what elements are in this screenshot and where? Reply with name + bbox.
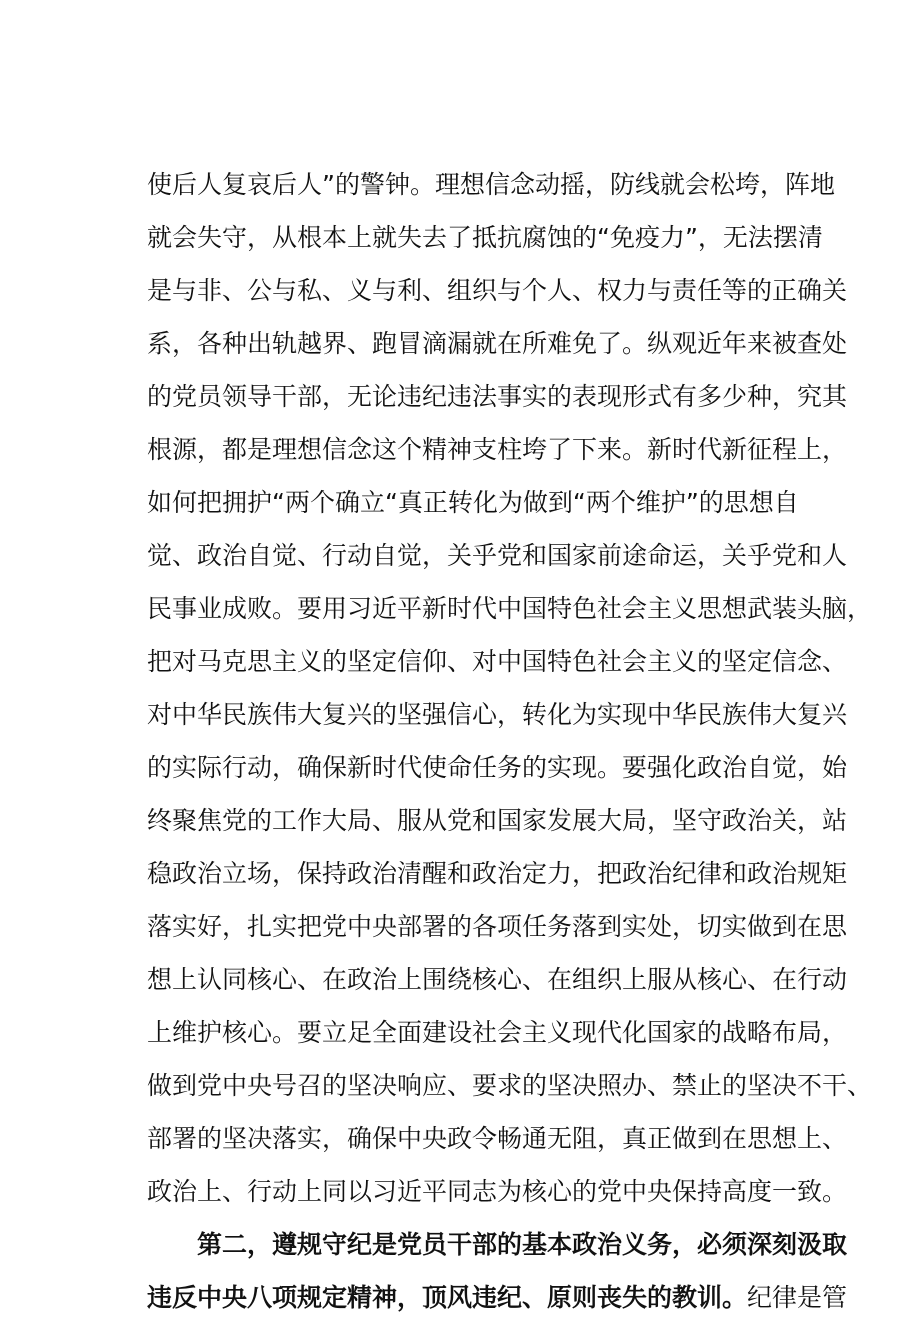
text-line: 民事业成败。要用习近平新时代中国特色社会主义思想武装头脑， [147,594,873,623]
text-line: 做到党中央号召的坚决响应、要求的坚决照办、禁止的坚决不干、 [147,1071,873,1100]
text-line: 想上认同核心、在政治上围绕核心、在组织上服从核心、在行动 [147,965,848,994]
text-line: 就会失守，从根本上就失去了抵抗腐蚀的“免疫力”，无法摆清 [147,223,823,252]
text-line: 系，各种出轨越界、跑冒滴漏就在所难免了。纵观近年来被查处 [147,329,848,358]
bold-heading-text: 违反中央八项规定精神，顶风违纪、原则丧失的教训。 [147,1283,748,1312]
text-line: 根源，都是理想信念这个精神支柱垮了下来。新时代新征程上， [147,435,848,464]
paragraph-heading-line: 第二，遵规守纪是党员干部的基本政治义务，必须深刻汲取 [197,1230,848,1259]
text-line: 把对马克思主义的坚定信仰、对中国特色社会主义的坚定信念、 [147,647,848,676]
text-line: 部署的坚决落实，确保中央政令畅通无阻，真正做到在思想上、 [147,1124,848,1153]
document-body [147,158,873,1324]
text-line: 是与非、公与私、义与利、组织与个人、权力与责任等的正确关 [147,276,848,305]
text-line: 的党员领导干部，无论违纪违法事实的表现形式有多少种，究其 [147,382,848,411]
text-line: 终聚焦党的工作大局、服从党和国家发展大局，坚守政治关，站 [147,806,848,835]
text-line: 对中华民族伟大复兴的坚强信心，转化为实现中华民族伟大复兴 [147,700,848,729]
text-line: 落实好，扎实把党中央部署的各项任务落到实处，切实做到在思 [147,912,848,941]
text-line: 的实际行动，确保新时代使命任务的实现。要强化政治自觉，始 [147,753,848,782]
text-line: 政治上、行动上同以习近平同志为核心的党中央保持高度一致。 [147,1177,848,1206]
text-line: 使后人复哀后人”的警钟。理想信念动摇，防线就会松垮，阵地 [147,170,835,199]
text-line: 如何把拥护“两个确立“真正转化为做到“两个维护”的思想自 [147,488,799,517]
text-line: 上维护核心。要立足全面建设社会主义现代化国家的战略布局， [147,1018,848,1047]
paragraph-heading-continuation [147,1271,848,1324]
text-line: 觉、政治自觉、行动自觉，关乎党和国家前途命运，关乎党和人 [147,541,848,570]
body-text: 纪律是管 [747,1283,848,1312]
text-line: 稳政治立场，保持政治清醒和政治定力，把政治纪律和政治规矩 [147,859,848,888]
